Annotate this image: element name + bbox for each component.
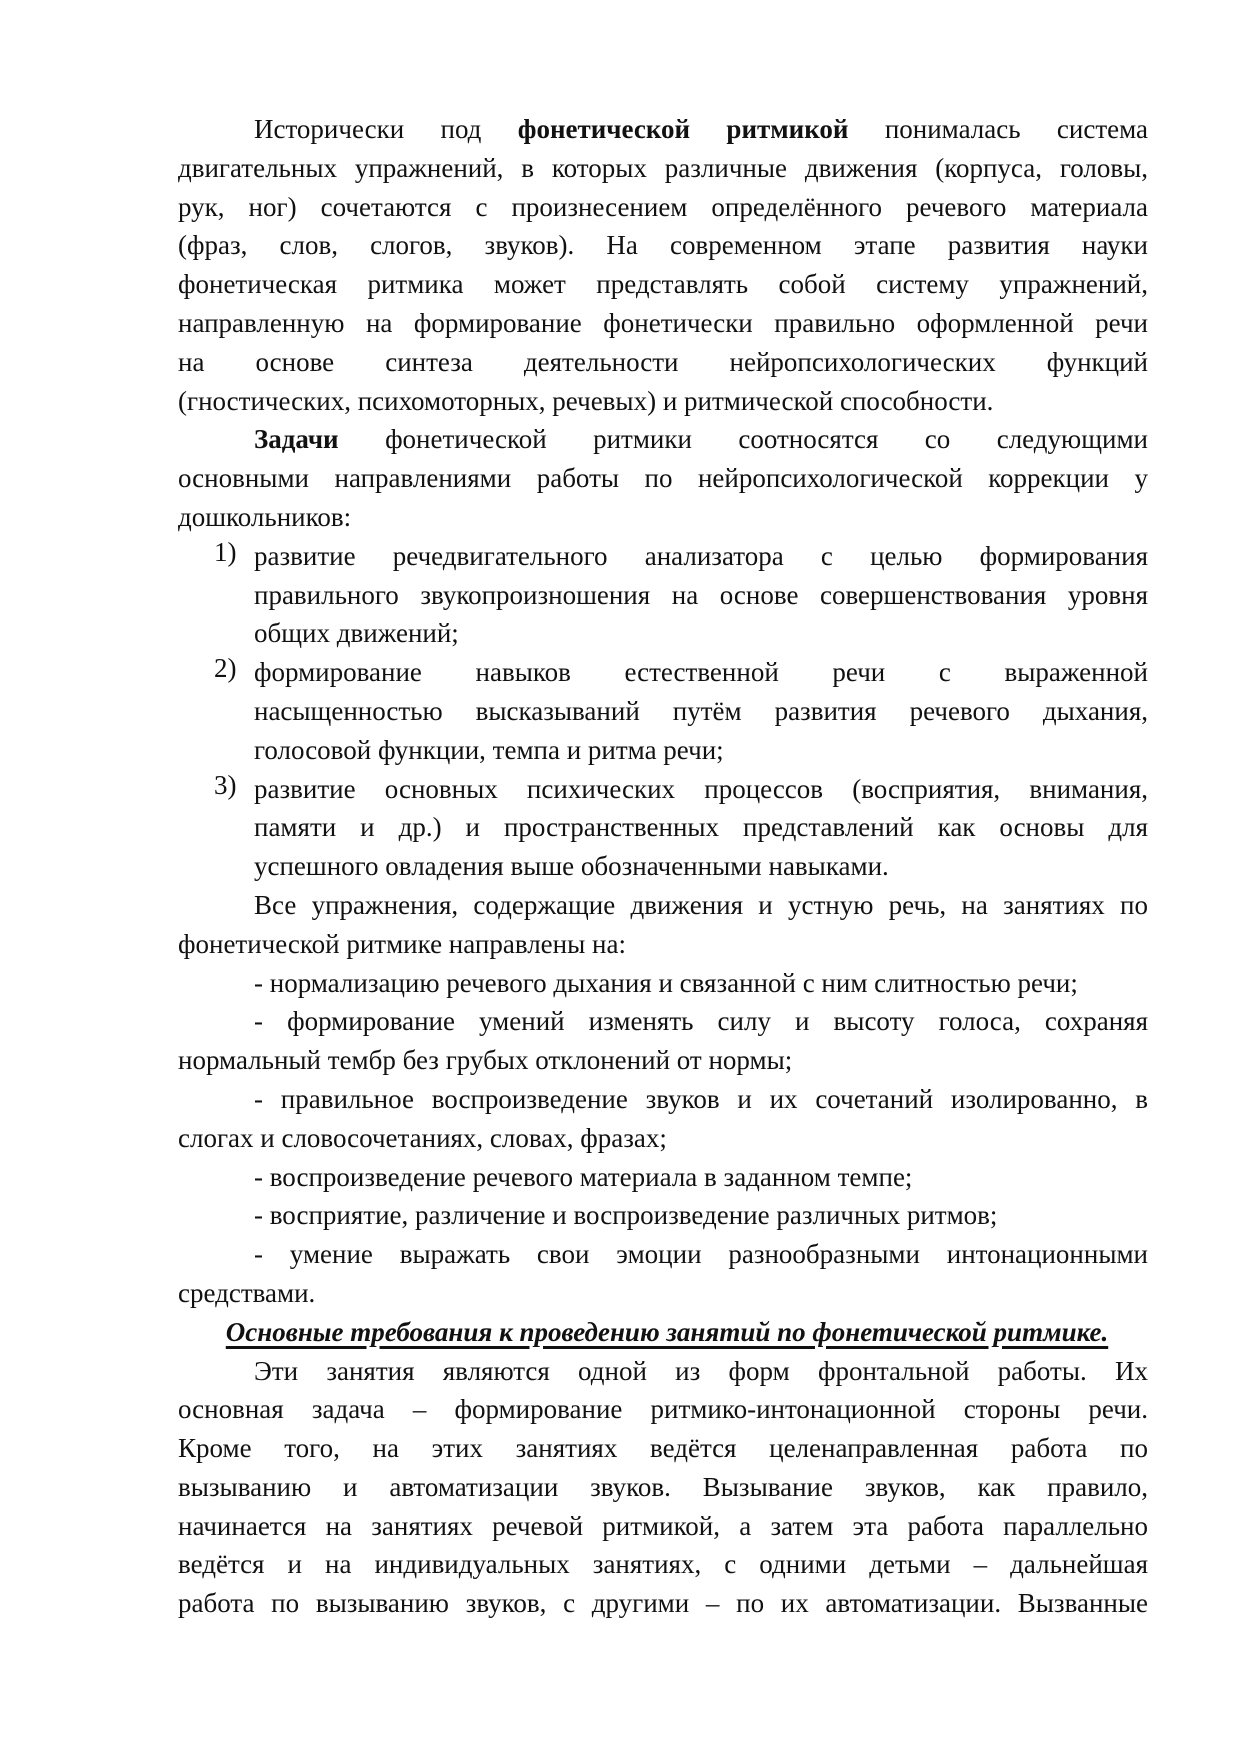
document-page	[178, 110, 1148, 1623]
list-item	[178, 770, 1148, 886]
text-line: двигательных упражнений, в которых различные движения (корпуса, головы,	[178, 152, 1148, 183]
text-line: дошкольников:	[178, 501, 352, 532]
bold-term: Задачи	[254, 424, 339, 455]
paragraph	[178, 964, 1148, 1003]
text-line: - нормализацию речевого дыхания и связанной с ним слитностью речи;	[254, 967, 1078, 998]
text-line: средствами.	[178, 1277, 316, 1308]
text-line: памяти и др.) и пространственных представлений как основы для	[254, 812, 1148, 843]
list-number: 1)	[214, 536, 237, 567]
text-line: - умение выражать свои эмоции разнообразными интонационными	[254, 1239, 1148, 1270]
text-line: (фраз, слов, слогов, звуков). На современном этапе развития науки	[178, 230, 1148, 261]
bold-term: фонетической ритмикой	[517, 114, 849, 144]
text-line: насыщенностью высказываний путём развития речевого дыхания,	[254, 695, 1148, 726]
paragraph	[178, 110, 1148, 420]
text-line: начинается на занятиях речевой ритмикой, а затем эта работа параллельно	[178, 1510, 1148, 1541]
text-line: слогах и словосочетаниях, словах, фразах;	[178, 1122, 667, 1153]
text-line: успешного овладения выше обозначенными навыками.	[254, 851, 889, 882]
list-item	[178, 653, 1148, 769]
paragraph	[178, 1080, 1148, 1158]
paragraph	[178, 420, 1148, 536]
text-line: общих движений;	[254, 618, 459, 649]
text-line	[254, 420, 1148, 459]
list-number: 3)	[214, 769, 237, 800]
list-number: 2)	[214, 653, 237, 684]
text-line: Эти занятия являются одной из форм фронтальной работы. Их	[254, 1355, 1148, 1386]
text-run: понималась система	[848, 114, 1148, 144]
text-line: направленную на формирование фонетически правильно оформленной речи	[178, 307, 1148, 338]
text-line: на основе синтеза деятельности нейропсихологических функций	[178, 346, 1148, 377]
paragraph	[178, 1158, 1148, 1197]
text-line	[254, 110, 1148, 149]
text-run: Исторически под	[254, 114, 518, 144]
text-line: фонетической ритмике направлены на:	[178, 928, 626, 959]
paragraph	[178, 1002, 1148, 1080]
paragraph	[178, 1235, 1148, 1313]
paragraph	[178, 1352, 1148, 1624]
text-line: - восприятие, различение и воспроизведение различных ритмов;	[254, 1200, 998, 1231]
paragraph	[178, 886, 1148, 964]
text-line: рук, ног) сочетаются с произнесением определённого речевого материала	[178, 191, 1148, 222]
list-item	[178, 537, 1148, 653]
paragraph	[178, 1196, 1148, 1235]
text-line: ведётся и на индивидуальных занятиях, с одними детьми – дальнейшая	[178, 1549, 1148, 1580]
text-line: Кроме того, на этих занятиях ведётся целенаправленная работа по	[178, 1433, 1148, 1464]
text-line: формирование навыков естественной речи с выраженной	[254, 657, 1148, 688]
text-line: - формирование умений изменять силу и высоту голоса, сохраняя	[254, 1006, 1148, 1037]
text-line: вызыванию и автоматизации звуков. Вызывание звуков, как правило,	[178, 1471, 1148, 1502]
text-line: нормальный тембр без грубых отклонений от нормы;	[178, 1045, 793, 1076]
text-line: развитие основных психических процессов (восприятия, внимания,	[254, 773, 1148, 804]
text-line: - воспроизведение речевого материала в заданном темпе;	[254, 1161, 913, 1192]
section-heading: Основные требования к проведению занятий по фонетической ритмике.	[225, 1316, 1109, 1347]
text-line: работа по вызыванию звуков, с другими – по их автоматизации. Вызванные	[178, 1588, 1148, 1619]
text-line: - правильное воспроизведение звуков и их сочетаний изолированно, в	[254, 1083, 1148, 1114]
text-line: Все упражнения, содержащие движения и устную речь, на занятиях по	[254, 889, 1148, 920]
text-line: развитие речедвигательного анализатора с целью формирования	[254, 540, 1148, 571]
text-line: (гностических, психомоторных, речевых) и ритмической способности.	[178, 385, 994, 416]
text-line: голосовой функции, темпа и ритма речи;	[254, 734, 724, 765]
text-line: фонетическая ритмика может представлять собой систему упражнений,	[178, 269, 1148, 300]
text-line: правильного звукопроизношения на основе совершенствования уровня	[254, 579, 1148, 610]
text-line: основная задача – формирование ритмико-интонационной стороны речи.	[178, 1394, 1148, 1425]
text-run: фонетической ритмики соотносятся со следующими	[338, 424, 1148, 455]
text-line: основными направлениями работы по нейропсихологической коррекции у	[178, 463, 1148, 494]
